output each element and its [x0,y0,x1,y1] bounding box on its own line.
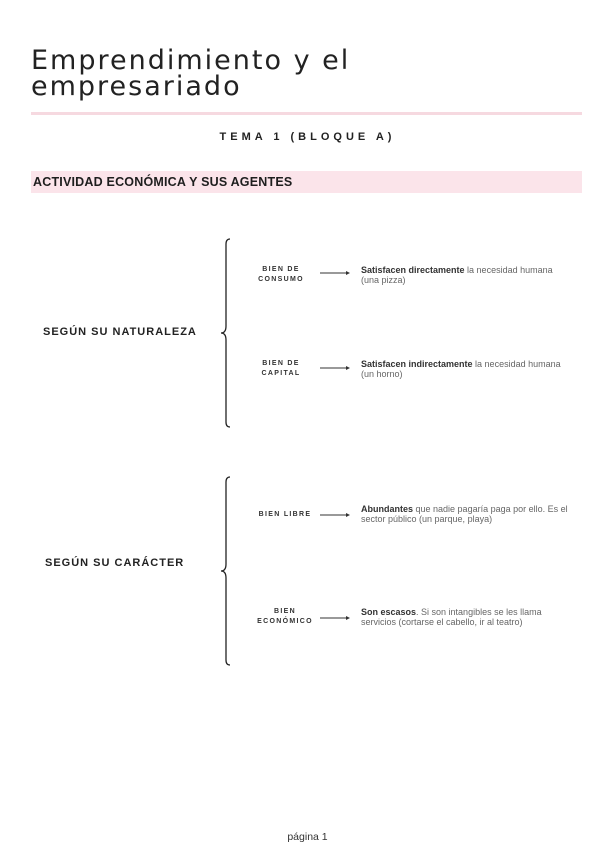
description-highlight: Abundantes [361,504,414,514]
item-description-bien-de-capital [361,359,571,379]
description-highlight: Satisfacen directamente [361,265,465,275]
item-label-line-2: CONSUMO [258,276,304,283]
description-text: . Si son intangibles se les llama servicios (cortarse el cabello, ir al teatro) [361,607,542,627]
description-highlight: Son escasos [361,607,417,617]
description-highlight: Satisfacen indirectamente [361,359,473,369]
item-label-bien-libre [245,510,325,520]
arrow-right-icon [320,512,350,518]
item-label-bien-de-capital [241,359,321,379]
arrow-right-icon [320,615,350,621]
section-header [31,171,582,193]
title-line-2: empresariado [31,71,242,102]
item-description-bien-economico [361,607,571,627]
document-title [31,45,351,102]
item-label-bien-de-consumo [241,265,321,285]
section-title: ACTIVIDAD ECONÓMICA Y SUS AGENTES [33,175,293,189]
curly-brace-icon [218,238,234,428]
curly-brace-icon [218,476,234,666]
group-label-caracter: SEGÚN SU CARÁCTER [45,557,185,569]
item-label-line-1: BIEN [274,608,296,615]
item-label-line-1: BIEN DE [262,360,300,367]
arrow-right-icon [320,365,350,371]
description-text: la necesidad humana (una pizza) [361,265,553,285]
item-description-bien-libre [361,504,571,524]
subtitle: TEMA 1 (BLOQUE A) [219,131,396,143]
item-label-line-1: BIEN DE [262,266,300,273]
title-line-1: Emprendimiento y el [31,45,351,76]
group-label-naturaleza: SEGÚN SU NATURALEZA [43,326,197,338]
item-label-line-2: ECONÓMICO [257,618,313,625]
arrow-right-icon [320,270,350,276]
description-text: la necesidad humana (un horno) [361,359,561,379]
title-divider [31,112,582,115]
item-description-bien-de-consumo [361,265,571,285]
page-number: página 1 [287,831,328,843]
item-label-line-1: BIEN LIBRE [258,511,312,518]
item-label-line-2: CAPITAL [261,370,301,377]
description-text: que nadie pagaría paga por ello. Es el sector público (un parque, playa) [361,504,568,524]
item-label-bien-economico [245,607,325,627]
